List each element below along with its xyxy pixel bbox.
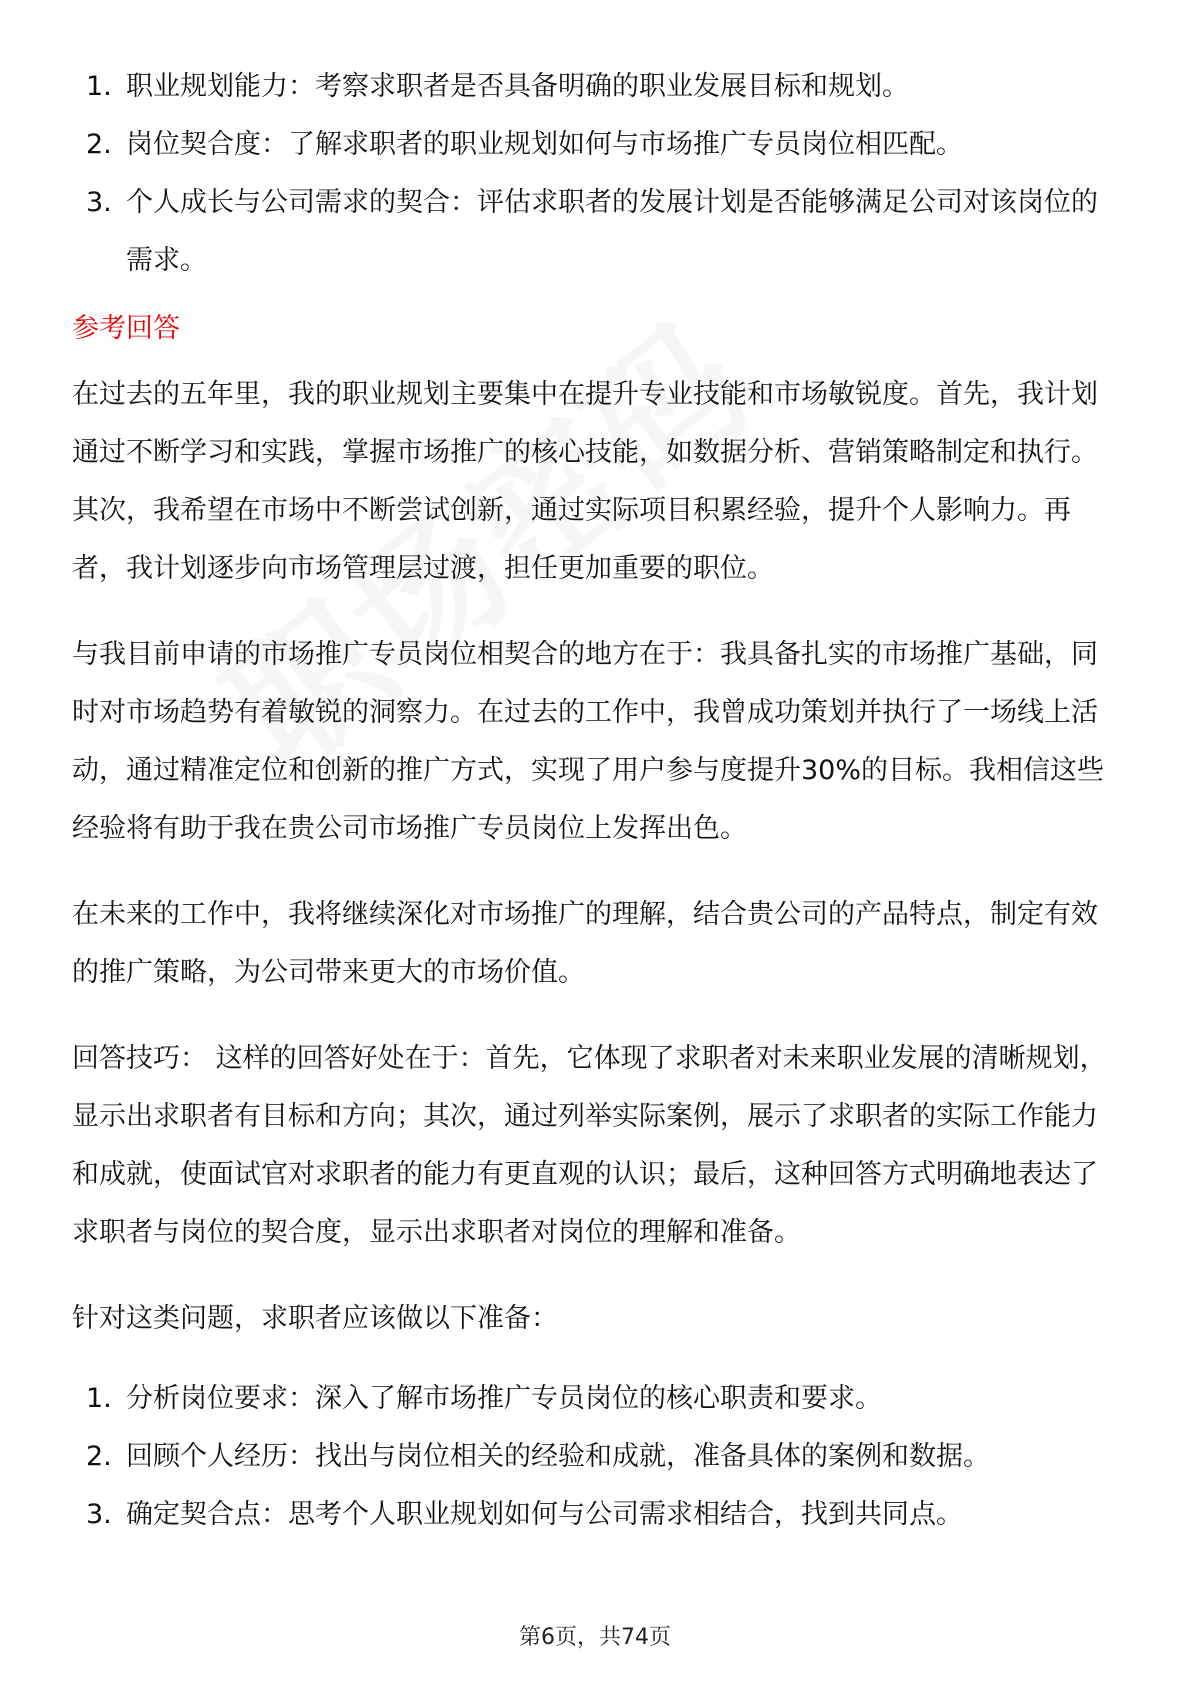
list-number: 3. bbox=[86, 187, 112, 218]
list-item bbox=[72, 1428, 1122, 1486]
list-item bbox=[72, 1486, 1122, 1544]
paragraph: 与我目前申请的市场推广专员岗位相契合的地方在于：我具备扎实的市场推广基础，同时对市场趋势有着敏锐的洞察力。在过去的工作中，我曾成功策划并执行了一场线上活动，通过精准定位和创新的推广方式，实现了用户参与度提升30%的目标。我相信这些经验将有助于我在贵公司市场推广专员岗位上发挥出色。 bbox=[72, 639, 1105, 844]
section-heading: 参考回答 bbox=[72, 313, 180, 344]
list-number: 3. bbox=[86, 1499, 112, 1530]
list-number: 2. bbox=[86, 1441, 112, 1472]
list-item-text: 回顾个人经历：找出与岗位相关的经验和成就，准备具体的案例和数据。 bbox=[126, 1441, 990, 1472]
prep-list bbox=[72, 1370, 1122, 1544]
paragraph: 在过去的五年里，我的职业规划主要集中在提升专业技能和市场敏锐度。首先，我计划通过不断学习和实践，掌握市场推广的核心技能，如数据分析、营销策略制定和执行。其次，我希望在市场中不断尝试创新，通过实际项目积累经验，提升个人影响力。再者，我计划逐步向市场管理层过渡，担任更加重要的职位。 bbox=[72, 379, 1098, 584]
list-item bbox=[72, 1370, 1122, 1428]
page-content bbox=[72, 58, 1122, 1544]
list-item bbox=[72, 174, 1122, 290]
list-item-text: 确定契合点：思考个人职业规划如何与公司需求相结合，找到共同点。 bbox=[126, 1499, 963, 1530]
tips-paragraph: 回答技巧： 这样的回答好处在于：首先，它体现了求职者对未来职业发展的清晰规划，显示出求职者有目标和方向；其次，通过列举实际案例，展示了求职者的实际工作能力和成就，使面试官对求职者的能力有更直观的认识；最后，这种回答方式明确地表达了求职者与岗位的契合度，显示出求职者对岗位的理解和准备。 bbox=[72, 1043, 1107, 1248]
list-item-text: 个人成长与公司需求的契合：评估求职者的发展计划是否能够满足公司对该岗位的需求。 bbox=[126, 187, 1098, 276]
criteria-list bbox=[72, 58, 1122, 290]
list-item bbox=[72, 58, 1122, 116]
paragraph: 在未来的工作中，我将继续深化对市场推广的理解，结合贵公司的产品特点，制定有效的推广策略，为公司带来更大的市场价值。 bbox=[72, 899, 1098, 988]
list-item bbox=[72, 116, 1122, 174]
list-number: 1. bbox=[86, 1383, 112, 1414]
list-item-text: 岗位契合度：了解求职者的职业规划如何与市场推广专员岗位相匹配。 bbox=[126, 129, 963, 160]
list-number: 1. bbox=[86, 71, 112, 102]
prep-intro: 针对这类问题，求职者应该做以下准备： bbox=[72, 1303, 558, 1334]
page-number-footer: 第6页，共74页 bbox=[519, 1625, 671, 1650]
list-item-text: 职业规划能力：考察求职者是否具备明确的职业发展目标和规划。 bbox=[126, 71, 909, 102]
list-number: 2. bbox=[86, 129, 112, 160]
list-item-text: 分析岗位要求：深入了解市场推广专员岗位的核心职责和要求。 bbox=[126, 1383, 882, 1414]
